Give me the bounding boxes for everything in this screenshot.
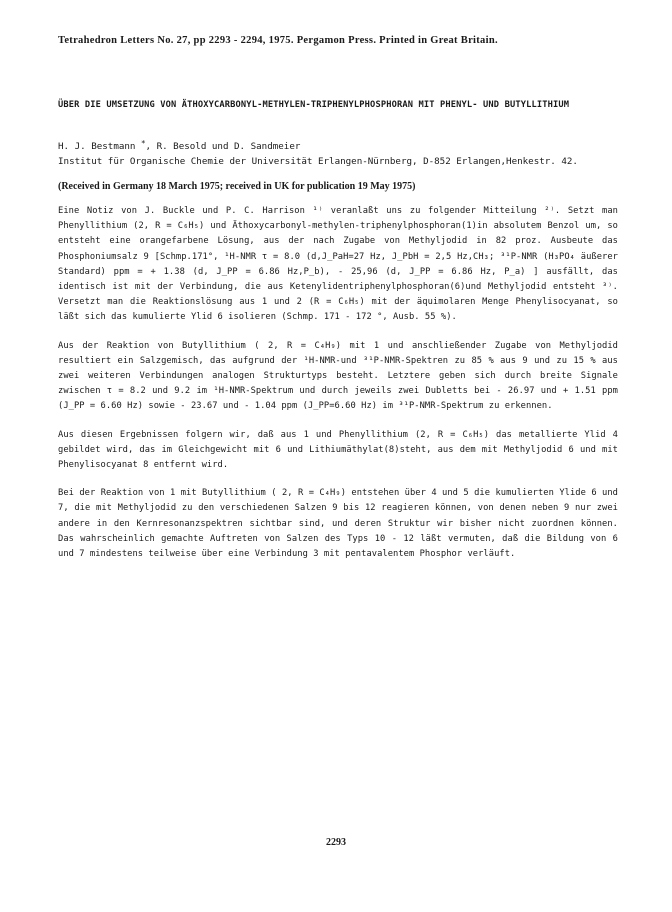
article-body <box>58 204 618 575</box>
article-title: ÜBER DIE UMSETZUNG VON ÄTHOXYCARBONYL-METHYLEN-TRIPHENYLPHOSPHORAN MIT PHENYL- UND BUTYLLITHIUM <box>58 100 570 110</box>
institution: Institut für Organische Chemie der Universität Erlangen-Nürnberg, D-852 Erlangen,Henkestr. 42. <box>58 156 578 167</box>
corresponding-author-mark: * <box>141 139 146 148</box>
author-others: , R. Besold und D. Sandmeier <box>145 141 301 152</box>
author-primary: H. J. Bestmann <box>58 141 136 152</box>
body-paragraph: Aus der Reaktion von Butyllithium ( 2, R = C₄H₉) mit 1 und anschließender Zugabe von Methyljodid resultiert ein Salzgemisch, das aufgrund der ¹H-NMR-und ³¹P-NMR-Spektren zu 85 % aus 9 und zu 15 % aus zwei weiteren Verbindungen analogen Strukturtyps besteht. Letztere geben sich durch breite Signale zwischen τ = 8.2 und 9.2 im ¹H-NMR-Spektrum und durch jeweils zwei Dubletts bei - 26.97 und + 1.51 ppm (J_PP = 6.60 Hz) sowie - 23.67 und - 1.04 ppm (J_PP=6.60 Hz) im ³¹P-NMR-Spektrum zu erkennen. <box>58 340 618 412</box>
body-paragraph: Aus diesen Ergebnissen folgern wir, daß aus 1 und Phenyllithium (2, R = C₆H₅) das metallierte Ylid 4 gebildet wird, das im Gleichgewicht mit 6 und Lithiumäthylat(8)steht, aus dem mit Methyljodid 6 und mit Phenylisocyanat 8 entfernt wird. <box>58 429 618 471</box>
journal-header: Tetrahedron Letters No. 27, pp 2293 - 2294, 1975. Pergamon Press. Printed in Great Britain. <box>58 35 498 46</box>
body-paragraph: Bei der Reaktion von 1 mit Butyllithium ( 2, R = C₄H₉) entstehen über 4 und 5 die kumulierten Ylide 6 und 7, die mit Methyljodid zu den verschiedenen Salzen 9 bis 12 reagieren können, von denen neben 9 nur zwei andere in den Kernresonanzspektren sichtbar sind, und deren Struktur wir bisher nicht zuordnen können. Das wahrscheinlich gemachte Auftreten von Salzen des Typs 10 - 12 läßt vermuten, daß die Bildung von 6 und 7 mindestens teilweise über eine Verbindung 3 mit pentavalentem Phosphor verläuft. <box>58 488 618 560</box>
page-number: 2293 <box>326 837 346 848</box>
author-line <box>58 141 300 152</box>
received-note: (Received in Germany 18 March 1975; received in UK for publication 19 May 1975) <box>58 181 416 192</box>
body-paragraph: Eine Notiz von J. Buckle und P. C. Harrison ¹⁾ veranlaßt uns zu folgender Mitteilung ²⁾. Setzt man Phenyllithium (2, R = C₆H₅) und Äthoxycarbonyl-methylen-triphenylphosphoran(1)in absolutem Benzol um, so entsteht eine orangefarbene Lösung, aus der nach Zugabe von Methyljodid in 82 proz. Ausbeute das Phosphoniumsalz 9 [Schmp.171°, ¹H-NMR τ = 8.0 (d,J_PaH=27 Hz, J_PbH = 2,5 Hz,CH₃; ³¹P-NMR (H₃PO₄ äußerer Standard) ppm = + 1.38 (d, J_PP = 6.86 Hz,P_b), - 25,96 (d, J_PP = 6.86 Hz, P_a) ] ausfällt, das identisch ist mit der Verbindung, die aus Ketenylidentriphenylphosphoran(6)und Methyljodid entsteht ³⁾. Versetzt man die Reaktionslösung aus 1 und 2 (R = C₆H₅) mit der äquimolaren Menge Phenylisocyanat, so läßt sich das kumulierte Ylid 6 isolieren (Schmp. 171 - 172 °, Ausb. 55 %). <box>58 206 618 323</box>
